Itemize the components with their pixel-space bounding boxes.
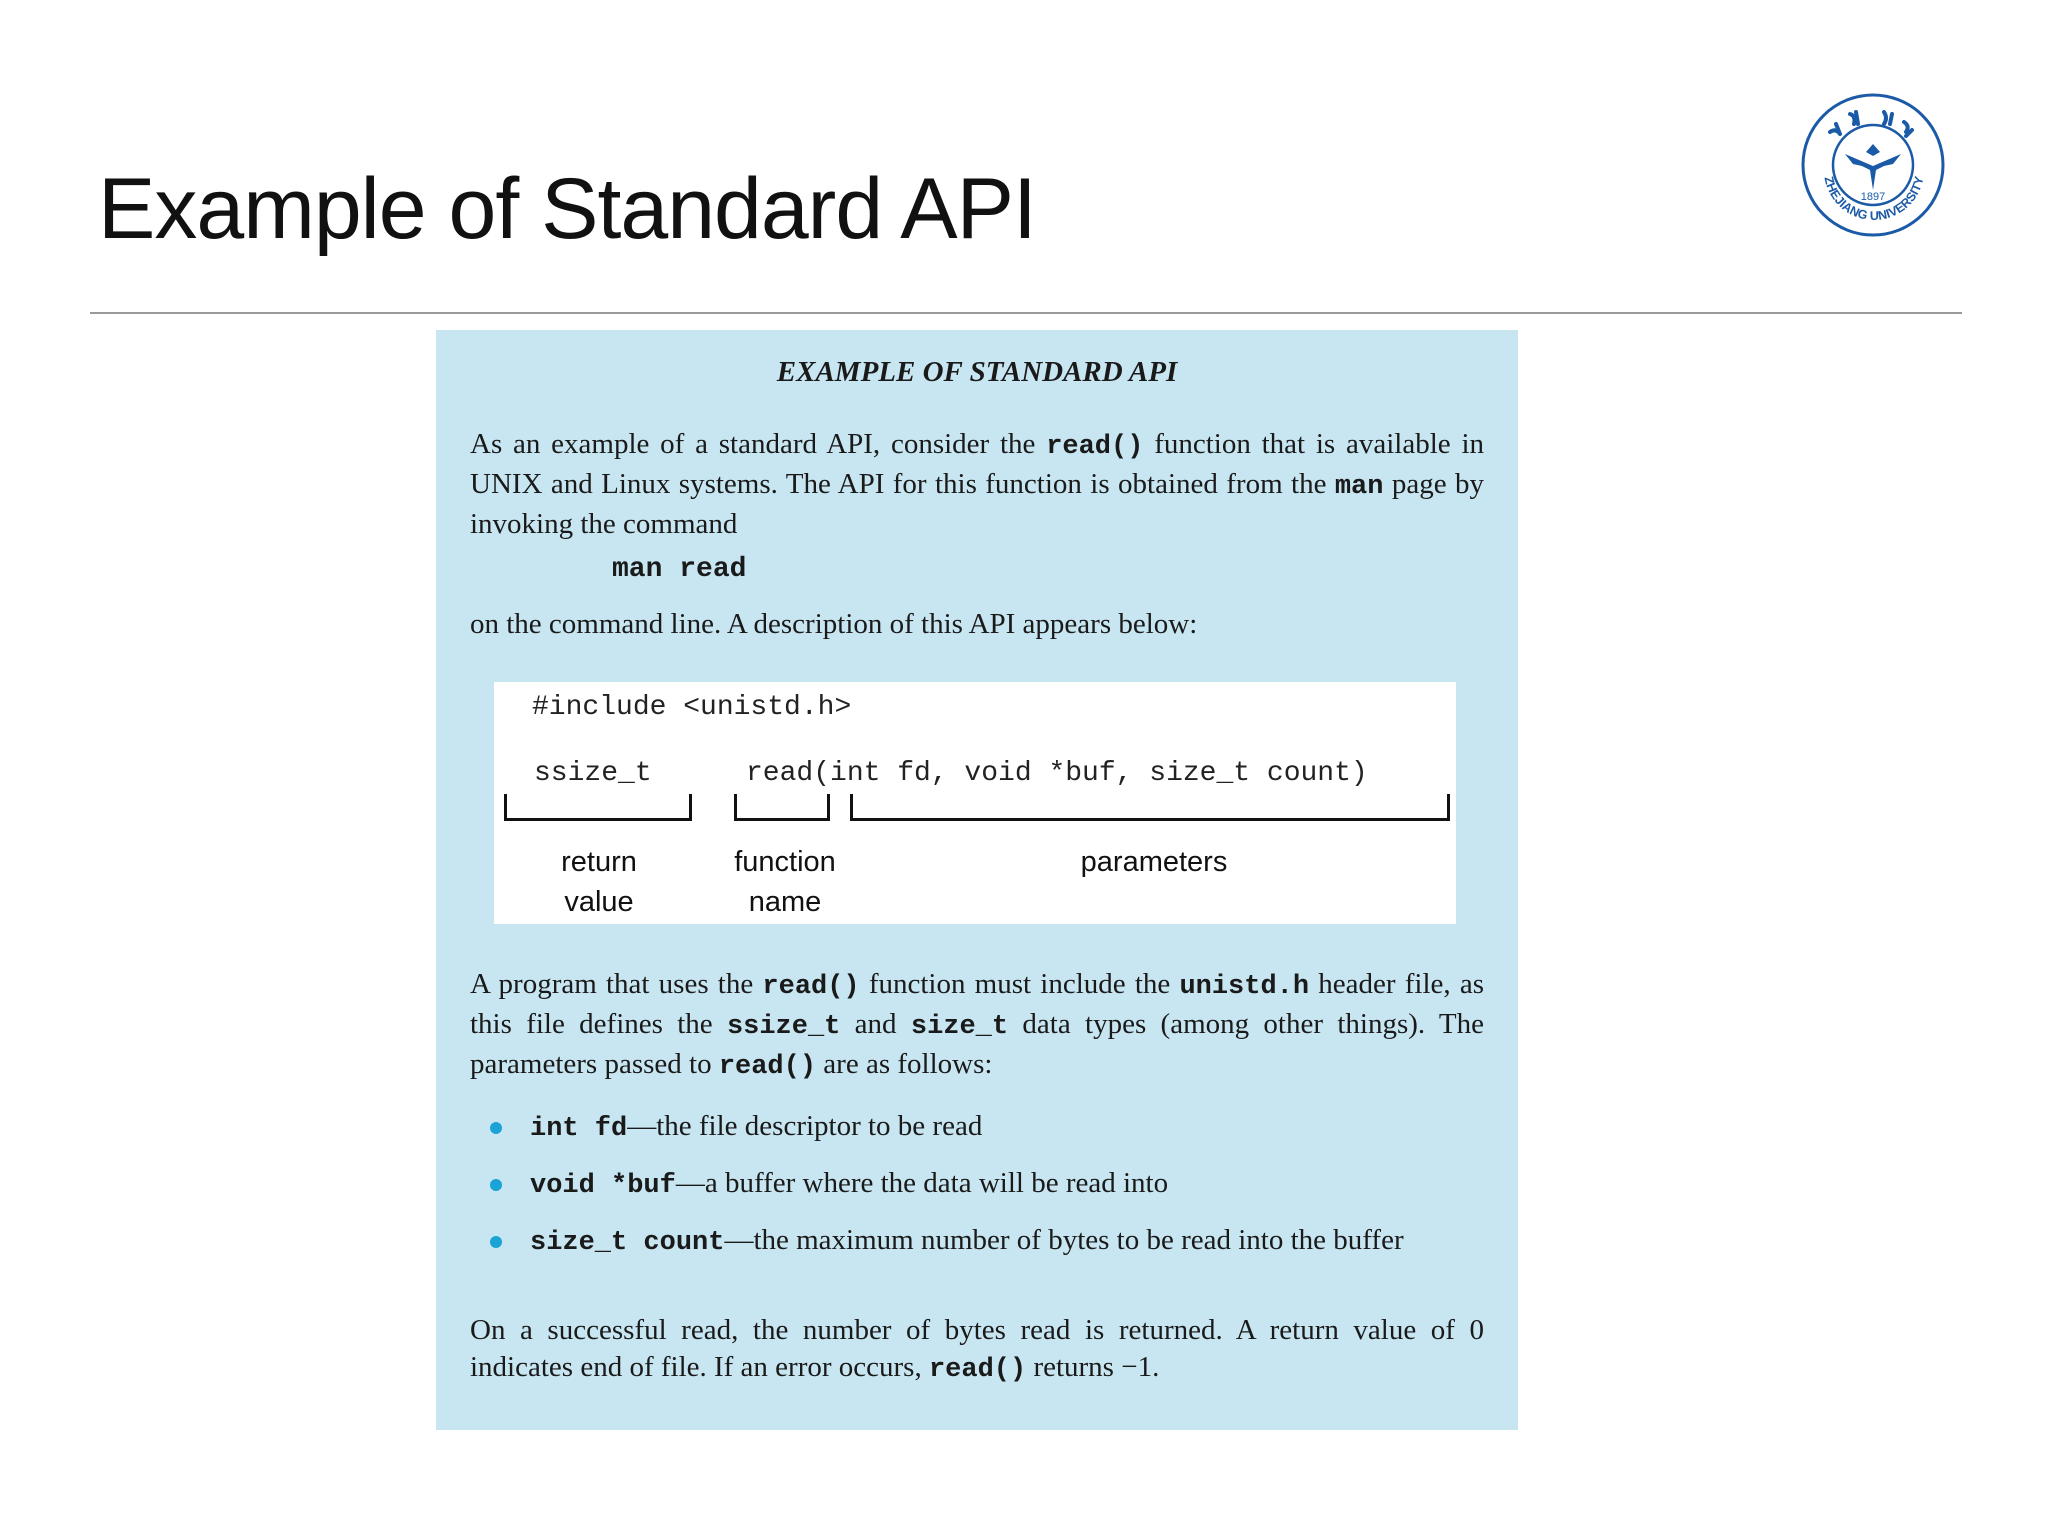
bullet-icon [490, 1179, 502, 1191]
intro-paragraph: As an example of a standard API, consider the read() function that is available in UNIX and Linux systems. The API for this function is obtained from the man page by invoking the command [470, 428, 1484, 540]
return-value-label: return value [561, 846, 637, 918]
bullet-icon [490, 1122, 502, 1134]
svg-text:ZHEJIANG UNIVERSITY: ZHEJIANG UNIVERSITY [1821, 174, 1927, 224]
zhejiang-university-seal-icon [1800, 92, 1946, 238]
return-type: ssize_t [534, 758, 652, 789]
list-item: int fd—the file descriptor to be read [486, 1108, 1486, 1148]
function-name-bracket [734, 794, 830, 821]
explain-paragraph: A program that uses the read() function must include the unistd.h header file, as this file defines the ssize_t and size_t data types (among other things). The parameters passed to read() are as follows: [470, 968, 1485, 1082]
command-example: man read [612, 554, 747, 585]
panel-heading: EXAMPLE OF STANDARD API [776, 356, 1178, 388]
parameter-list [486, 1108, 1486, 1279]
after-command-text: on the command line. A description of this API appears below: [470, 608, 1198, 640]
list-item: void *buf—a buffer where the data will be read into [486, 1165, 1486, 1205]
parameters-label: parameters [1080, 846, 1228, 878]
function-signature: read(int fd, void *buf, size_t count) [746, 758, 1368, 789]
bullet-icon [490, 1236, 502, 1248]
slide-title: Example of Standard API [98, 161, 1036, 257]
return-value-bracket [504, 794, 692, 821]
api-signature-box [494, 682, 1456, 924]
title-divider [90, 312, 1962, 314]
include-line: #include <unistd.h> [532, 692, 852, 723]
function-name-label: function name [734, 846, 836, 918]
closing-paragraph: On a successful read, the number of bytes read is returned. A return value of 0 indicates end of file. If an error occurs, read() returns −1. [470, 1314, 1484, 1385]
list-item: size_t count—the maximum number of bytes to be read into the buffer [486, 1222, 1486, 1262]
parameters-bracket [850, 794, 1450, 821]
standard-api-panel [436, 330, 1518, 1430]
svg-text:1897: 1897 [1860, 191, 1886, 203]
